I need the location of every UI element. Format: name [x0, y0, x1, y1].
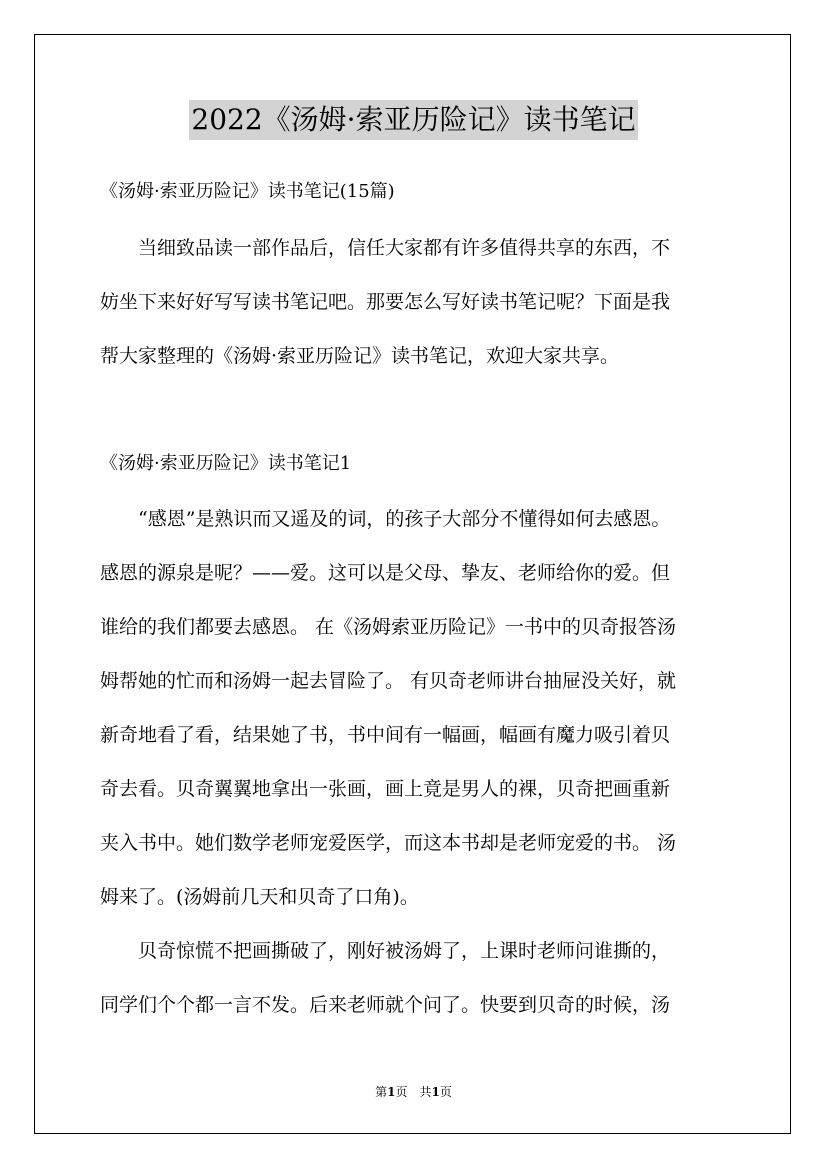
body-line: 新奇地看了看，结果她了书，书中间有一幅画，幅画有魔力吸引着贝: [100, 724, 671, 746]
footer-page-total: 1: [431, 1085, 440, 1099]
section-heading: 《汤姆·索亚历险记》读书笔记1: [100, 453, 352, 474]
footer-prefix: 第: [375, 1085, 388, 1099]
intro-line: 当细致品读一部作品后，信任大家都有许多值得共享的东西，不: [100, 237, 671, 259]
body-line: 谁给的我们都要去感恩。 在《汤姆索亚历险记》一书中的贝奇报答汤: [100, 616, 677, 638]
footer-mid: 页 共: [395, 1085, 432, 1099]
body-line: “感恩”是熟识而又遥及的词，的孩子大部分不懂得如何去感恩。: [100, 508, 671, 530]
body-line: 贝奇惊慌不把画撕破了，刚好被汤姆了，上课时老师问谁撕的，: [100, 940, 671, 962]
page-footer: [0, 1084, 827, 1100]
body-line: 同学们个个都一言不发。后来老师就个问了。快要到贝奇的时候，汤: [100, 994, 671, 1016]
body-line: 姆帮她的忙而和汤姆一起去冒险了。 有贝奇老师讲台抽屉没关好，就: [100, 670, 677, 692]
title-container: [0, 100, 827, 140]
body-line: 夹入书中。她们数学老师宠爱医学，而这本书却是老师宠爱的书。 汤: [100, 832, 677, 854]
body-line: 姆来了。(汤姆前几天和贝奇了口角)。: [100, 886, 419, 908]
footer-suffix: 页: [439, 1085, 452, 1099]
document-title: 2022《汤姆·索亚历险记》读书笔记: [189, 100, 637, 140]
body-line: 感恩的源泉是呢？——爱。这可以是父母、挚友、老师给你的爱。但: [100, 562, 671, 584]
intro-line: 帮大家整理的《汤姆·索亚历险记》读书笔记，欢迎大家共享。: [100, 345, 620, 367]
footer-page-number: 1: [387, 1085, 396, 1099]
intro-line: 妨坐下来好好写写读书笔记吧。那要怎么写好读书笔记呢？下面是我: [100, 291, 671, 313]
body-line: 奇去看。贝奇翼翼地拿出一张画，画上竟是男人的裸，贝奇把画重新: [100, 778, 671, 800]
document-subtitle: 《汤姆·索亚历险记》读书笔记(15篇): [100, 181, 395, 202]
